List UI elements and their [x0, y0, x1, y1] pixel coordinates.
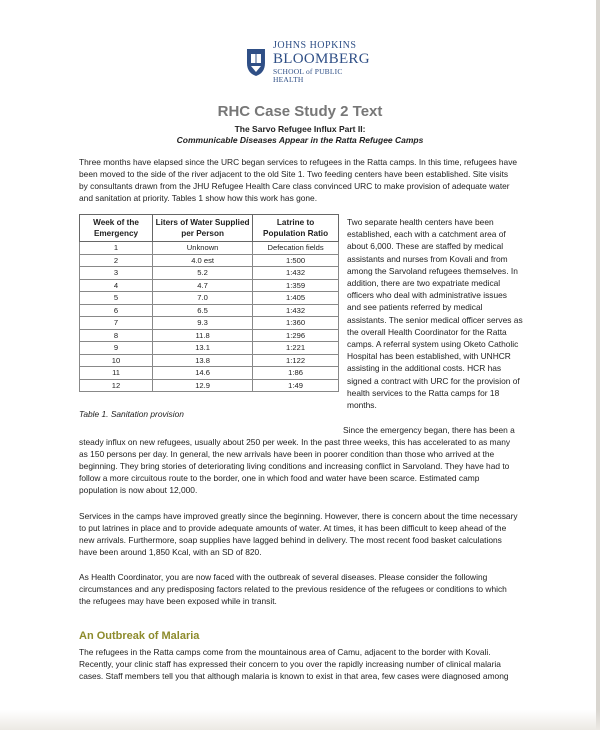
cell-week: 1 — [80, 242, 153, 255]
cell-water: 4.7 — [153, 279, 253, 292]
cell-latrine: 1:49 — [253, 379, 339, 392]
cell-latrine: 1:86 — [253, 367, 339, 380]
document-title: RHC Case Study 2 Text — [217, 103, 383, 120]
cell-latrine: 1:432 — [253, 267, 339, 280]
logo-line-3: SCHOOL of PUBLIC HEALTH — [272, 67, 343, 84]
sanitation-table — [79, 214, 339, 392]
cell-latrine: 1:432 — [253, 304, 339, 317]
cell-latrine: Defecation fields — [253, 242, 339, 255]
coordinator-paragraph: As Health Coordinator, you are now faced with the outbreak of several diseases. Please consider the following circumstances and any predisposing factors related to the previous residence of the refugees or conditions to which the refugees may have been exposed while in transit. — [79, 572, 507, 606]
cell-week: 11 — [80, 367, 153, 380]
cell-latrine: 1:360 — [253, 317, 339, 330]
subtitle-line-2: Communicable Diseases Appear in the Ratta Refugee Camps — [176, 135, 424, 145]
document-subtitle — [0, 124, 600, 146]
table-row — [80, 317, 339, 330]
table-row — [80, 342, 339, 355]
cell-water: 5.2 — [153, 267, 253, 280]
logo-line-2: BLOOMBERG — [272, 51, 370, 67]
table-row — [80, 267, 339, 280]
cell-water: 9.3 — [153, 317, 253, 330]
cell-week: 12 — [80, 379, 153, 392]
cell-week: 6 — [80, 304, 153, 317]
section-heading-malaria: An Outbreak of Malaria — [79, 630, 200, 642]
cell-water: 13.1 — [153, 342, 253, 355]
cell-water: 14.6 — [153, 367, 253, 380]
cell-week: 9 — [80, 342, 153, 355]
column-header-week: Week of the Emergency — [80, 215, 153, 242]
cell-week: 4 — [80, 279, 153, 292]
intro-paragraph: Three months have elapsed since the URC began services to refugees in the Ratta camps. In this time, refugees have been moved to the side of the river adjacent to the old Site 1. Two feeding centers have been established. Site visits by consultants drawn from the JHU Refugee Health Care class convinced URC to make provision of adequate water and sanitation at priority. Tables 1 show how this work has gone. — [79, 157, 518, 203]
cell-water: Unknown — [153, 242, 253, 255]
cell-latrine: 1:405 — [253, 292, 339, 305]
cell-water: 6.5 — [153, 304, 253, 317]
table-row — [80, 367, 339, 380]
cell-week: 3 — [80, 267, 153, 280]
services-paragraph: Services in the camps have improved greatly since the beginning. However, there is concern about the time necessary to put latrines in place and to provide adequate amounts of water. At times, it has been difficult to keep ahead of the new arrivals. Furthermore, soap supplies have lagged behind in delivery. The most recent food basket calculations have been around 1,850 Kcal, with an SD of 820. — [79, 511, 518, 557]
table-row — [80, 379, 339, 392]
cell-water: 12.9 — [153, 379, 253, 392]
cell-latrine: 1:296 — [253, 329, 339, 342]
cell-week: 2 — [80, 254, 153, 267]
table-row — [80, 254, 339, 267]
cell-water: 11.8 — [153, 329, 253, 342]
page-bottom-fade — [0, 710, 600, 730]
cell-week: 7 — [80, 317, 153, 330]
table-header-row — [80, 215, 339, 242]
cell-week: 10 — [80, 354, 153, 367]
university-seal-icon — [245, 47, 267, 77]
table-row — [80, 329, 339, 342]
cell-water: 4.0 est — [153, 254, 253, 267]
cell-water: 7.0 — [153, 292, 253, 305]
school-logo — [245, 40, 375, 84]
logo-line-1: JOHNS HOPKINS — [272, 40, 357, 51]
table-row — [80, 279, 339, 292]
cell-week: 8 — [80, 329, 153, 342]
table-row — [80, 242, 339, 255]
cell-latrine: 1:359 — [253, 279, 339, 292]
column-header-water: Liters of Water Supplied per Person — [153, 215, 253, 242]
table-row — [80, 304, 339, 317]
malaria-paragraph: The refugees in the Ratta camps come from the mountainous area of Camu, adjacent to the border with Kovali. Recently, your clinic staff has expressed their concern to you over the rapidly increasing number of clinical malaria cases. Staff members tell you that although malaria is known to exist in that area, few cases were diagnosed among — [79, 647, 509, 681]
cell-latrine: 1:221 — [253, 342, 339, 355]
cell-latrine: 1:500 — [253, 254, 339, 267]
cell-week: 5 — [80, 292, 153, 305]
cell-latrine: 1:122 — [253, 354, 339, 367]
table-caption: Table 1. Sanitation provision — [79, 409, 184, 419]
side-paragraph: Two separate health centers have been established, each with a catchment area of about 6,000. These are staffed by medical assistants and nurses from Kovali and from among the Sarvoland refugees themselves. In addition, there are two expatriate medical officers who deal with administrative issues and see patients referred by medical assistants. The senior medical officer serves as the overall Health Coordinator for the Ratta camps. A referral system using Oketo Catholic Hospital has been established, with UNHCR assisting in the additional costs. HCR has signed a contract with URC for the provision of health services to the Ratta camps for 18 months. — [347, 217, 523, 411]
subtitle-line-1: The Sarvo Refugee Influx Part II: — [234, 124, 366, 134]
influx-paragraph: Since the emergency began, there has been a steady influx on new refugees, usually about 250 per week. In the past three weeks, this has accelerated to as many as 150 persons per day. In general, the new arrivals have been in poorer condition than those who arrived at the beginning. They bring stories of deteriorating living conditions and increasing conflict in Sarvoland. They have had to follow a more circuitous route to the border, one in which food and water have been scarce. Estimated camp population is now about 12,000. — [79, 425, 515, 495]
table-row — [80, 292, 339, 305]
cell-water: 13.8 — [153, 354, 253, 367]
column-header-latrine: Latrine to Population Ratio — [253, 215, 339, 242]
table-row — [80, 354, 339, 367]
